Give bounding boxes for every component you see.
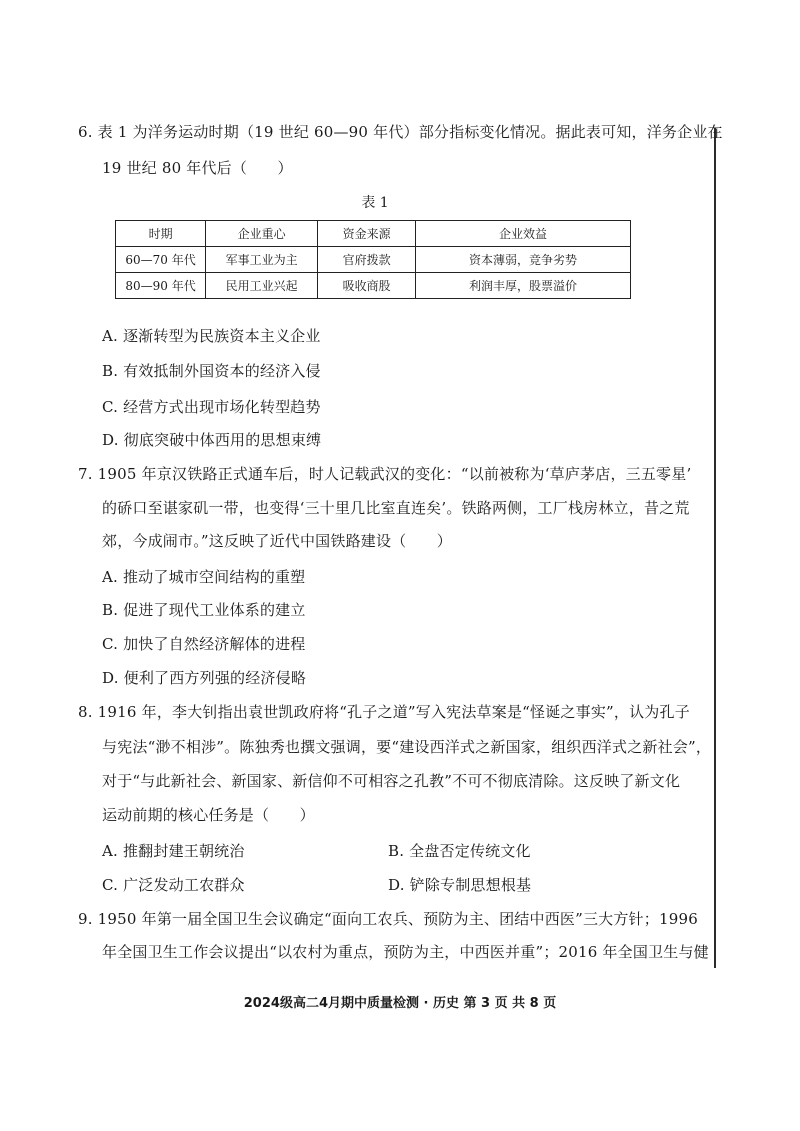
q7-stem-line1: 7. 1905 年京汉铁路正式通车后，时人记载武汉的变化：“以前被称为‘草庐茅店，三五零星’: [78, 465, 692, 483]
q8-option-c[interactable]: C. 广泛发动工农群众: [102, 876, 245, 894]
binding-margin-line: [714, 128, 716, 968]
q8-stem-line2: 与宪法“渺不相涉”。陈独秀也撰文强调，要“建设西洋式之新国家，组织西洋式之新社会”，: [102, 738, 712, 756]
q8-stem-line1: 8. 1916 年，李大钊指出袁世凯政府将“孔子之道”写入宪法草案是“怪诞之事实”，认为孔子: [78, 703, 690, 721]
table-header-cell: 企业重心: [206, 221, 318, 247]
table-cell: 官府拨款: [318, 247, 416, 273]
q6-stem-line2: 19 世纪 80 年代后（ ）: [102, 159, 293, 177]
table-cell: 军事工业为主: [206, 247, 318, 273]
q7-option-b[interactable]: B. 促进了现代工业体系的建立: [102, 601, 306, 619]
q6-option-a[interactable]: A. 逐渐转型为民族资本主义企业: [102, 327, 321, 345]
q7-stem-line2: 的硚口至谌家矶一带，也变得‘三十里几比室直连矣’。铁路两侧，工厂栈房林立，昔之荒: [102, 499, 690, 517]
q7-option-c[interactable]: C. 加快了自然经济解体的进程: [102, 635, 306, 653]
table-1: [115, 220, 631, 299]
q7-stem-line3: 郊，今成闹市。”这反映了近代中国铁路建设（ ）: [102, 532, 452, 550]
table-header-row: [116, 221, 631, 247]
q6-stem-line1: 6. 表 1 为洋务运动时期（19 世纪 60—90 年代）部分指标变化情况。据此表可知，洋务企业在: [78, 123, 723, 141]
q8-option-b[interactable]: B. 全盘否定传统文化: [388, 842, 531, 860]
table-row: [116, 247, 631, 273]
q6-option-d[interactable]: D. 彻底突破中体西用的思想束缚: [102, 431, 322, 449]
q9-stem-line2: 年全国卫生工作会议提出“以农村为重点，预防为主，中西医并重”；2016 年全国卫生与健: [102, 943, 709, 961]
table-cell: 60—70 年代: [116, 247, 206, 273]
q6-option-c[interactable]: C. 经营方式出现市场化转型趋势: [102, 398, 321, 416]
q8-stem-line3: 对于“与此新社会、新国家、新信仰不可相容之孔教”不可不彻底清除。这反映了新文化: [102, 772, 681, 790]
table-header-cell: 时期: [116, 221, 206, 247]
table-1-title: 表 1: [361, 195, 389, 211]
table-cell: 80—90 年代: [116, 273, 206, 299]
table-cell: 吸收商股: [318, 273, 416, 299]
table-cell: 利润丰厚，股票溢价: [416, 273, 631, 299]
q8-stem-line4: 运动前期的核心任务是（ ）: [102, 806, 315, 824]
q7-option-a[interactable]: A. 推动了城市空间结构的重塑: [102, 568, 306, 586]
table-cell: 资本薄弱，竞争劣势: [416, 247, 631, 273]
page-footer: 2024级高二4月期中质量检测 · 历史 第 3 页 共 8 页: [243, 996, 557, 1011]
q7-option-d[interactable]: D. 便利了西方列强的经济侵略: [102, 669, 307, 687]
q6-option-b[interactable]: B. 有效抵制外国资本的经济入侵: [102, 362, 321, 380]
table-header-cell: 资金来源: [318, 221, 416, 247]
table-header-cell: 企业效益: [416, 221, 631, 247]
table-row: [116, 273, 631, 299]
table-cell: 民用工业兴起: [206, 273, 318, 299]
q8-option-d[interactable]: D. 铲除专制思想根基: [388, 876, 532, 894]
q9-stem-line1: 9. 1950 年第一届全国卫生会议确定“面向工农兵、预防为主、团结中西医”三大方针；1996: [78, 910, 698, 928]
q8-option-a[interactable]: A. 推翻封建王朝统治: [102, 842, 245, 860]
